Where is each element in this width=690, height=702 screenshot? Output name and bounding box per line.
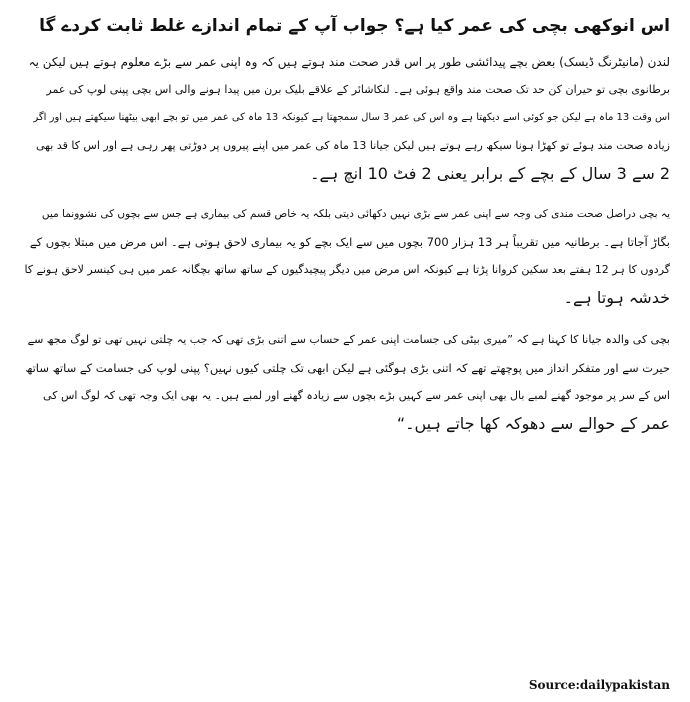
paragraph-line: لندن (مانیٹرنگ ڈیسک) بعض بچے پیدائشی طور پر اس قدر صحت مند ہوتے ہیں کہ وہ اپنی عمر سے بڑے معلوم ہوتے ہیں لیکن یہ [28, 55, 670, 69]
source-credit: Source:dailypakistan [528, 678, 670, 692]
paragraph-line: حیرت سے اور متفکر انداز میں پوچھتے تھے کہ اتنی بڑی ہوگئی ہے لیکن ابھی تک چلتی کیوں نہیں؟ پپنی لوپ کی جسامت کے ساتھ ساتھ [25, 361, 670, 375]
paragraph-line: زیادہ صحت مند ہوئے تو کھڑا ہونا سیکھ رہے ہوتے ہیں لیکن جیانا 13 ماہ کی عمر میں اپنے پیروں پر دوڑتی پھر رہی ہے اور اس کا قد بھی [36, 139, 670, 152]
article-paragraph-1 [20, 48, 670, 188]
paragraph-line: گردوں کا ہر 12 ہفتے بعد سکین کروانا پڑتا ہے کیونکہ اس مرض میں دیگر پیچیدگیوں کے ساتھ ساتھ بچگانہ عمر میں ہی کینسر لاحق ہونے کا [24, 263, 670, 276]
article-paragraph-2 [20, 200, 670, 312]
article-paragraph-3 [20, 326, 670, 438]
paragraph-line: بچی کی والدہ جیانا کا کہنا ہے کہ ”میری بیٹی کی جسامت اپنی عمر کے حساب سے اتنی بڑی تھی کہ جب یہ چلتی نہیں تھی تو لوگ مجھ سے [27, 333, 670, 346]
paragraph-line: برطانوی بچی تو حیران کن حد تک صحت مند واقع ہوئی ہے۔ لنکاشائر کے علاقے بلیک برن میں پیدا ہونے والی اس بچی پپنی لوپ کی عمر [46, 83, 670, 96]
paragraph-line: عمر کے حوالے سے دھوکہ کھا جاتے ہیں۔“ [396, 414, 670, 433]
paragraph-line: بگاڑ آجاتا ہے۔ برطانیہ میں تقریباً ہر 13 ہزار 700 بچوں میں سے ایک بچے کو یہ بیماری لاحق ہوتی ہے۔ اس مرض میں مبتلا بچوں کے [29, 235, 670, 249]
article-headline: اس انوکھی بچی کی عمر کیا ہے؟ جواب آپ کے تمام اندازے غلط ثابت کردے گا [39, 16, 670, 36]
paragraph-line: یہ بچی دراصل صحت مندی کی وجہ سے اپنی عمر سے بڑی نہیں دکھائی دیتی بلکہ یہ خاص قسم کی بیماری ہے جس سے بچوں کی نشوونما میں [41, 208, 670, 220]
paragraph-line: اس وقت 13 ماہ ہے لیکن جو کوئی اسے دیکھتا ہے وہ اس کی عمر 3 سال سمجھتا ہے کیونکہ 13 ماہ کی عمر میں تو بچے ابھی بیٹھنا سیکھتے ہیں اور اگر [33, 112, 670, 123]
paragraph-line: 2 سے 3 سال کے بچے کے برابر یعنی 2 فٹ 10 انچ ہے۔ [310, 164, 670, 183]
news-article [20, 6, 670, 438]
paragraph-line: اس کے سر پر موجود گھنے لمبے بال بھی اپنی عمر سے کہیں بڑے بچوں سے زیادہ گھنے اور لمبے ہیں۔ یہ بھی ایک وجہ تھی کہ لوگ اس کی [43, 389, 670, 402]
paragraph-line: خدشہ ہوتا ہے۔ [563, 288, 670, 307]
